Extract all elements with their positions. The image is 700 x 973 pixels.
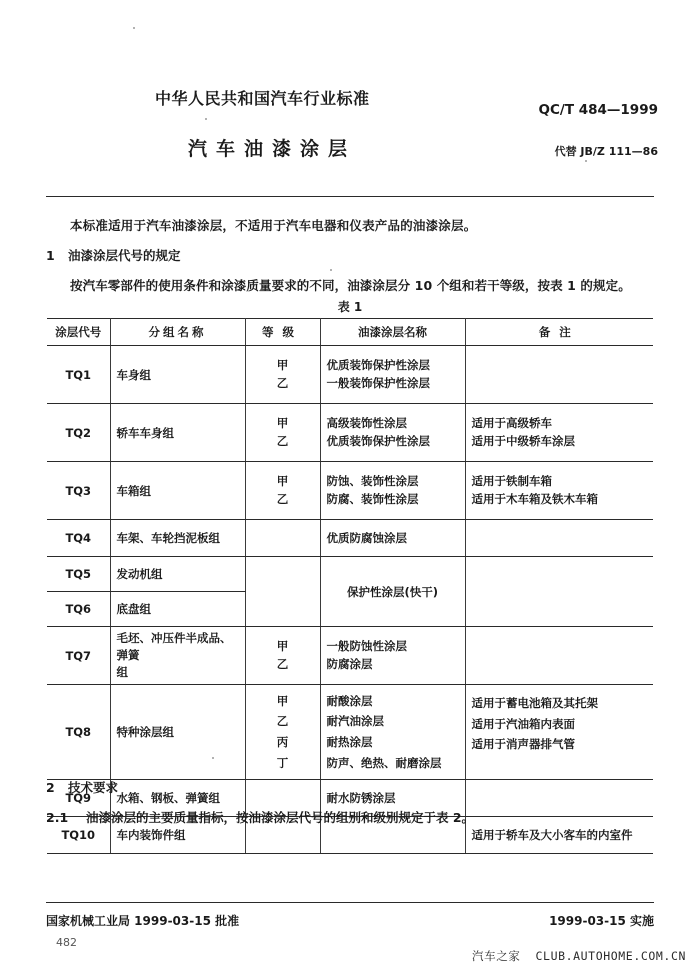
col-header-code: 涂层代号 bbox=[47, 319, 110, 346]
grade-value: 甲 bbox=[276, 693, 289, 708]
table-row bbox=[47, 346, 653, 404]
cell-grade bbox=[245, 627, 320, 685]
table-row bbox=[47, 462, 653, 520]
cell-group: 轿车车身组 bbox=[110, 404, 245, 462]
coating-value: 优质装饰保护性涂层 bbox=[326, 357, 430, 372]
cell-remark bbox=[465, 685, 653, 780]
page-title: 汽车油漆涂层 bbox=[188, 138, 357, 160]
cell-grade bbox=[245, 592, 320, 627]
remark-value: 适用于汽油箱内表面 bbox=[471, 716, 575, 731]
cell-coating-name: 耐水防锈涂层 bbox=[320, 780, 465, 817]
cell-grade bbox=[245, 520, 320, 557]
cell-code: TQ4 bbox=[47, 520, 110, 557]
header-divider bbox=[46, 196, 654, 197]
coating-value: 防蚀、装饰性涂层 bbox=[326, 473, 419, 488]
cell-code: TQ10 bbox=[47, 817, 110, 854]
cell-group: 车架、车轮挡泥板组 bbox=[110, 520, 245, 557]
footer-effective-date: 1999-03-15 实施 bbox=[549, 914, 654, 928]
section-2-1-text: 油漆涂层的主要质量指标，按油漆涂层代号的组别和级别规定于表 2。 bbox=[86, 810, 475, 825]
cell-remark bbox=[465, 346, 653, 404]
cell-coating-name bbox=[320, 404, 465, 462]
footer-divider bbox=[46, 902, 654, 903]
page-number: 482 bbox=[56, 936, 77, 949]
coating-value: 耐热涂层 bbox=[326, 735, 373, 749]
table-row bbox=[47, 404, 653, 462]
replaces-standard: 代替 JB/Z 111—86 bbox=[554, 145, 658, 158]
cell-group: 水箱、钢板、弹簧组 bbox=[110, 780, 245, 817]
grade-value: 甲 bbox=[276, 638, 289, 653]
watermark-url: CLUB.AUTOHOME.COM.CN bbox=[535, 949, 686, 963]
watermark bbox=[472, 948, 686, 964]
cell-coating-name bbox=[320, 685, 465, 780]
cell-group: 发动机组 bbox=[110, 557, 245, 592]
cell-coating-name bbox=[320, 346, 465, 404]
remark-value: 适用于中级轿车涂层 bbox=[471, 433, 575, 448]
grade-value: 乙 bbox=[276, 375, 289, 390]
cell-code: TQ1 bbox=[47, 346, 110, 404]
cell-group: 车箱组 bbox=[110, 462, 245, 520]
section-1-title: 油漆涂层代号的规定 bbox=[68, 248, 181, 263]
scan-speck bbox=[205, 118, 207, 120]
scan-speck bbox=[133, 27, 135, 29]
standard-code: QC/T 484—1999 bbox=[538, 102, 658, 118]
cell-remark: 适用于轿车及大小客车的内室件 bbox=[465, 817, 653, 854]
grade-value: 丁 bbox=[276, 755, 289, 770]
cell-coating-name bbox=[320, 627, 465, 685]
grade-value: 甲 bbox=[276, 357, 289, 372]
cell-grade bbox=[245, 557, 320, 592]
cell-remark bbox=[465, 520, 653, 557]
section-2-title: 技术要求 bbox=[68, 780, 119, 795]
cell-coating-name: 优质防腐蚀涂层 bbox=[320, 520, 465, 557]
cell-grade bbox=[245, 404, 320, 462]
standard-organization: 中华人民共和国汽车行业标准 bbox=[155, 89, 370, 108]
cell-group: 车身组 bbox=[110, 346, 245, 404]
section-1-number: 1 bbox=[46, 248, 55, 263]
cell-code: TQ8 bbox=[47, 685, 110, 780]
grade-value: 乙 bbox=[276, 491, 289, 506]
cell-grade bbox=[245, 462, 320, 520]
grade-value: 乙 bbox=[276, 714, 289, 729]
cell-code: TQ3 bbox=[47, 462, 110, 520]
col-header-group: 分组名称 bbox=[110, 319, 245, 346]
grade-value: 丙 bbox=[276, 735, 289, 749]
section-2-number: 2 bbox=[46, 780, 55, 795]
coating-value: 一般防蚀性涂层 bbox=[326, 638, 407, 653]
section-2-heading bbox=[46, 778, 118, 796]
cell-remark bbox=[465, 780, 653, 817]
table-header-row bbox=[47, 319, 653, 346]
cell-code: TQ9 bbox=[47, 780, 110, 817]
remark-value: 适用于消声器排气管 bbox=[471, 737, 575, 752]
cell-remark bbox=[465, 404, 653, 462]
cell-code: TQ7 bbox=[47, 627, 110, 685]
remark-value: 适用于木车箱及铁木车箱 bbox=[471, 491, 598, 506]
scan-speck bbox=[330, 269, 332, 271]
col-header-grade: 等级 bbox=[245, 319, 320, 346]
footer-approval: 国家机械工业局 1999-03-15 批准 bbox=[46, 914, 240, 928]
group-line: 组 bbox=[116, 665, 128, 680]
cell-group: 车内装饰件组 bbox=[110, 817, 245, 854]
coating-code-table bbox=[47, 318, 653, 854]
remark-value: 适用于高级轿车 bbox=[471, 415, 552, 430]
document-header bbox=[0, 86, 700, 160]
section-1-paragraph: 按汽车零部件的使用条件和涂漆质量要求的不同，油漆涂层分 10 个组和若干等级，按表 1 的规定。 bbox=[70, 278, 631, 293]
section-2-1-number: 2.1 bbox=[46, 810, 69, 825]
cell-remark bbox=[465, 627, 653, 685]
cell-code: TQ6 bbox=[47, 592, 110, 627]
table-row bbox=[47, 627, 653, 685]
coating-value: 一般装饰保护性涂层 bbox=[326, 375, 430, 390]
cell-group bbox=[110, 627, 245, 685]
section-1-heading bbox=[46, 246, 181, 264]
watermark-brand: 汽车之家 bbox=[472, 949, 521, 963]
scan-speck bbox=[585, 160, 587, 162]
coating-value: 防腐、装饰性涂层 bbox=[326, 491, 419, 506]
remark-value: 适用于蓄电池箱及其托架 bbox=[471, 696, 598, 710]
cell-code: TQ5 bbox=[47, 557, 110, 592]
coating-value: 耐汽油涂层 bbox=[326, 714, 384, 729]
scope-paragraph: 本标准适用于汽车油漆涂层，不适用于汽车电器和仪表产品的油漆涂层。 bbox=[70, 218, 477, 233]
section-2-1-paragraph bbox=[46, 808, 474, 826]
coating-value: 优质装饰保护性涂层 bbox=[326, 433, 430, 448]
cell-remark bbox=[465, 462, 653, 520]
grade-value: 甲 bbox=[276, 415, 289, 430]
cell-group: 特种涂层组 bbox=[110, 685, 245, 780]
col-header-remark: 备注 bbox=[465, 319, 653, 346]
coating-value: 高级装饰性涂层 bbox=[326, 415, 407, 430]
coating-value: 防腐涂层 bbox=[326, 656, 373, 671]
cell-grade bbox=[245, 685, 320, 780]
coating-value: 耐酸涂层 bbox=[326, 693, 373, 708]
col-header-coating-name: 油漆涂层名称 bbox=[320, 319, 465, 346]
cell-code: TQ2 bbox=[47, 404, 110, 462]
group-line: 毛坯、冲压件半成品、弹簧 bbox=[116, 630, 232, 662]
cell-coating-name bbox=[320, 462, 465, 520]
coating-value: 防声、绝热、耐磨涂层 bbox=[326, 755, 442, 770]
remark-value: 适用于铁制车箱 bbox=[471, 473, 552, 488]
table-row bbox=[47, 685, 653, 780]
cell-grade bbox=[245, 346, 320, 404]
cell-remark bbox=[465, 557, 653, 627]
grade-value: 乙 bbox=[276, 656, 289, 671]
grade-value: 乙 bbox=[276, 433, 289, 448]
table-row bbox=[47, 520, 653, 557]
cell-coating-name-merged: 保护性涂层(快干) bbox=[320, 557, 465, 627]
cell-group: 底盘组 bbox=[110, 592, 245, 627]
table-caption: 表 1 bbox=[337, 300, 363, 314]
table-row bbox=[47, 557, 653, 592]
grade-value: 甲 bbox=[276, 473, 289, 488]
